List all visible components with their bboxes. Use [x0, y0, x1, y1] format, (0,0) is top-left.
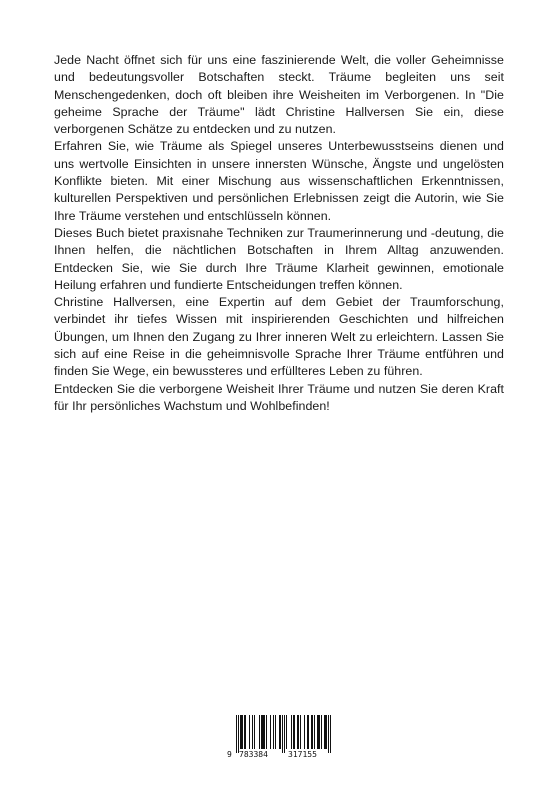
- barcode-bar: [328, 715, 329, 753]
- barcode-bar: [319, 715, 320, 749]
- isbn-right-group: 317155: [288, 750, 317, 759]
- barcode-bar: [261, 715, 262, 749]
- barcode-bar: [249, 715, 250, 749]
- barcode-bar: [245, 715, 246, 749]
- barcode-bar: [280, 715, 281, 749]
- barcode-bar: [311, 715, 312, 749]
- barcode-bar: [238, 715, 239, 753]
- barcode-bar: [273, 715, 274, 749]
- barcode-bar: [312, 715, 313, 749]
- barcode-bar: [321, 715, 322, 749]
- barcode-bar: [279, 715, 280, 749]
- barcode-bar: [236, 715, 237, 753]
- barcode-bar: [325, 715, 326, 749]
- barcode-bar: [317, 715, 318, 749]
- barcode-bar: [244, 715, 245, 749]
- barcode-bar: [259, 715, 260, 749]
- barcode-bar: [293, 715, 294, 749]
- barcode-bar: [297, 715, 298, 749]
- barcode-bar: [262, 715, 263, 749]
- barcode-bar: [294, 715, 295, 749]
- blurb-text: [54, 52, 504, 415]
- barcode-bar: [326, 715, 327, 749]
- barcode-bar: [241, 715, 242, 749]
- isbn-barcode: [226, 713, 333, 763]
- blurb-paragraph-2: Erfahren Sie, wie Träume als Spiegel unseres Unterbewusstseins dienen und uns wertvolle Einsichten in unsere innersten Wünsche, Ängste und ungelösten Konflikte bieten. Mit einer Mischung aus wissenschaftlichen Erkenntnissen, kulturellen Perspektiven und persönlichen Erlebnissen zeigt die Autorin, wie Sie Ihre Träume verstehen und entschlüsseln können.: [54, 139, 504, 223]
- barcode-bar: [282, 715, 283, 753]
- barcode-bar: [304, 715, 305, 749]
- barcode-bar: [270, 715, 271, 749]
- barcode-bar: [264, 715, 265, 749]
- barcode-bar: [242, 715, 243, 749]
- blurb-paragraph-4: Christine Hallversen, eine Expertin auf dem Gebiet der Traumforschung, verbindet ihr tiefes Wissen mit inspirierenden Geschichten und hilfreichen Übungen, um Ihnen den Zugang zu Ihrer inneren Welt zu erleichtern. Lassen Sie sich auf eine Reise in die geheimnisvolle Sprache Ihrer Träume entführen und finden Sie Wege, ein bewussteres und erfüllteres Leben zu führen.: [54, 295, 504, 379]
- barcode-bar: [275, 715, 276, 749]
- barcode-bar: [266, 715, 267, 749]
- barcode-bar: [298, 715, 299, 749]
- barcode-bar: [318, 715, 319, 749]
- isbn-first-digit: 9: [227, 750, 232, 759]
- barcode-bar: [240, 715, 241, 749]
- barcode-bar: [308, 715, 309, 749]
- barcode-bar: [300, 715, 301, 749]
- isbn-left-group: 783384: [239, 750, 268, 759]
- blurb-paragraph-3: Dieses Buch bietet praxisnahe Techniken zur Traumerinnerung und -deutung, die Ihnen helfen, die nächtlichen Botschaften in Ihrem Alltag anzuwenden. Entdecken Sie, wie Sie durch Ihre Träume Klarheit gewinnen, emotionale Heilung erfahren und fundierte Entscheidungen treffen können.: [54, 225, 504, 292]
- barcode-bar: [263, 715, 264, 749]
- barcode-bar: [307, 715, 308, 749]
- barcode-bar: [254, 715, 255, 749]
- barcode-bar: [330, 715, 331, 753]
- barcode-bar: [252, 715, 253, 749]
- barcode-bar: [314, 715, 315, 749]
- blurb-paragraph-5: Entdecken Sie die verborgene Weisheit Ihrer Träume und nutzen Sie deren Kraft für Ihr persönliches Wachstum und Wohlbefinden!: [54, 381, 504, 413]
- blurb-paragraph-1: Jede Nacht öffnet sich für uns eine faszinierende Welt, die voller Geheimnisse und bedeutungsvoller Botschaften steckt. Träume begleiten uns seit Menschengedenken, doch oft bleiben ihre Weisheiten im Verborgenen. In "Die geheime Sprache der Träume" lädt Christine Hallversen Sie ein, diese verborgenen Schätze zu entdecken und zu nutzen.: [54, 53, 504, 137]
- barcode-bar: [284, 715, 285, 753]
- isbn-number: [226, 749, 333, 761]
- barcode-bar: [324, 715, 325, 749]
- barcode-bar: [291, 715, 292, 749]
- barcode-bar: [286, 715, 287, 749]
